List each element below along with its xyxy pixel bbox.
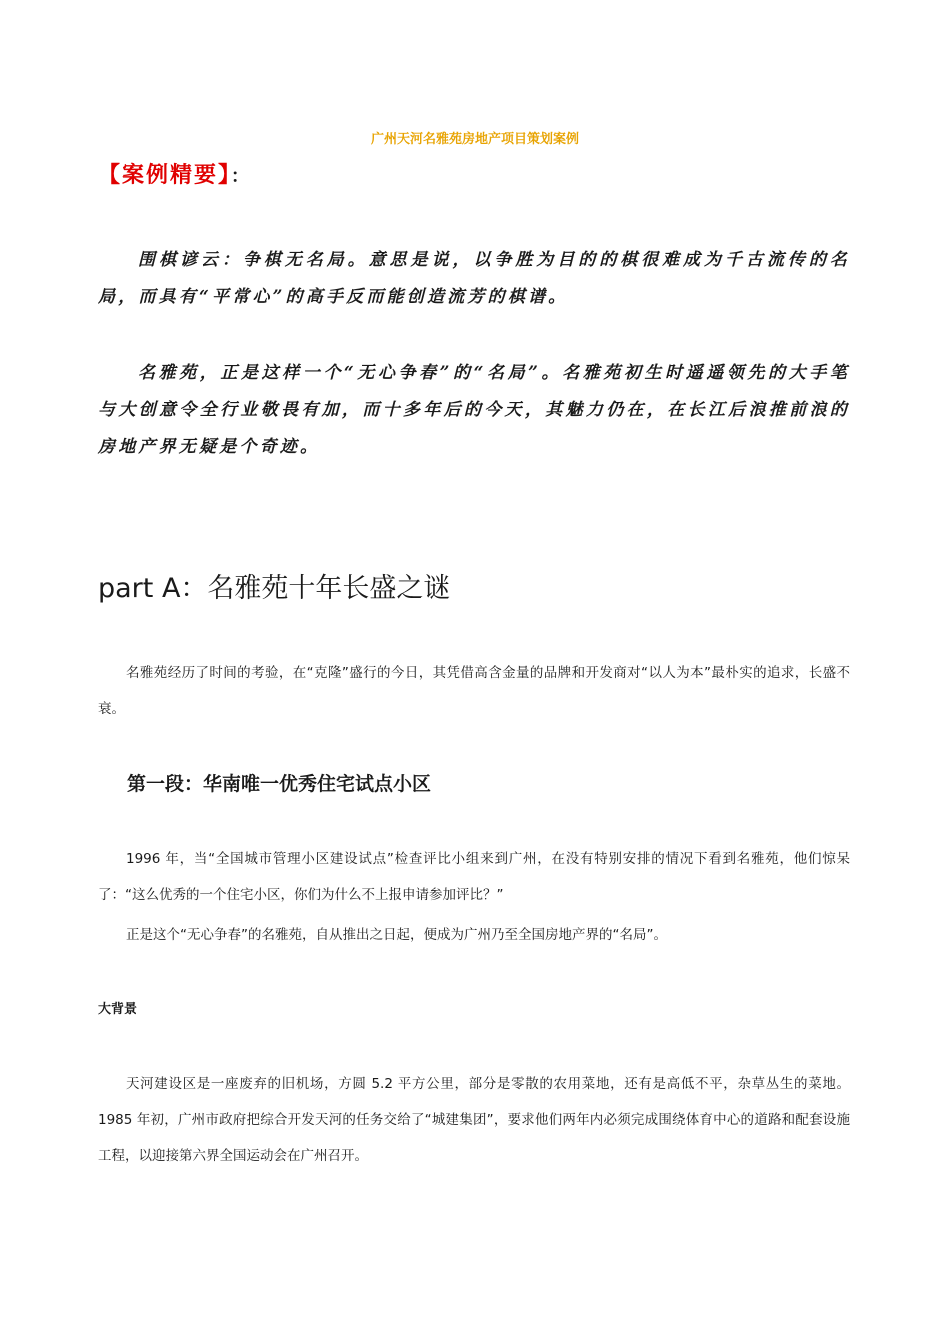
case-summary-colon: ：	[231, 166, 252, 187]
part-a-heading: part A：名雅苑十年长盛之谜	[98, 573, 451, 604]
part-a-paragraph: 名雅苑经历了时间的考验，在“克隆”盛行的今日，其凭借高含金量的品牌和开发商对“以人为本”最朴实的追求，长盛不衰。	[98, 665, 850, 717]
section-1-heading: 第一段：华南唯一优秀住宅试点小区	[127, 773, 432, 795]
case-summary-label	[98, 158, 251, 189]
intro-paragraph-2: 名雅苑，正是这样一个“无心争春”的“名局”。名雅苑初生时遥遥领先的大手笔与大创意令全行业敬畏有加，而十多年后的今天，其魅力仍在，在长江后浪推前浪的房地产界无疑是个奇迹。	[98, 363, 850, 457]
background-paragraph: 天河建设区是一座废弃的旧机场，方圆 5.2 平方公里，部分是零散的农用菜地，还有是高低不平，杂草丛生的菜地。1985 年初，广州市政府把综合开发天河的任务交给了“城建集团”，要求他们两年内必须完成围绕体育中心的道路和配套设施工程，以迎接第六界全国运动会在广州召开。	[98, 1076, 850, 1164]
intro-paragraph-1: 围棋谚云：争棋无名局。意思是说，以争胜为目的的棋很难成为千古流传的名局，而具有“平常心”的高手反而能创造流芳的棋谱。	[98, 250, 850, 307]
case-summary-text: 【案例精要】	[98, 162, 232, 188]
section-1-paragraph-1: 1996 年，当“全国城市管理小区建设试点”检查评比小组来到广州，在没有特别安排的情况下看到名雅苑，他们惊呆了：“这么优秀的一个住宅小区，你们为什么不上报申请参加评比？”	[98, 851, 850, 903]
background-heading: 大背景	[98, 1002, 138, 1017]
document-title: 广州天河名雅苑房地产项目策划案例	[370, 132, 579, 147]
section-1-paragraph-2: 正是这个“无心争春”的名雅苑，自从推出之日起，便成为广州乃至全国房地产界的“名局”。	[126, 927, 667, 943]
